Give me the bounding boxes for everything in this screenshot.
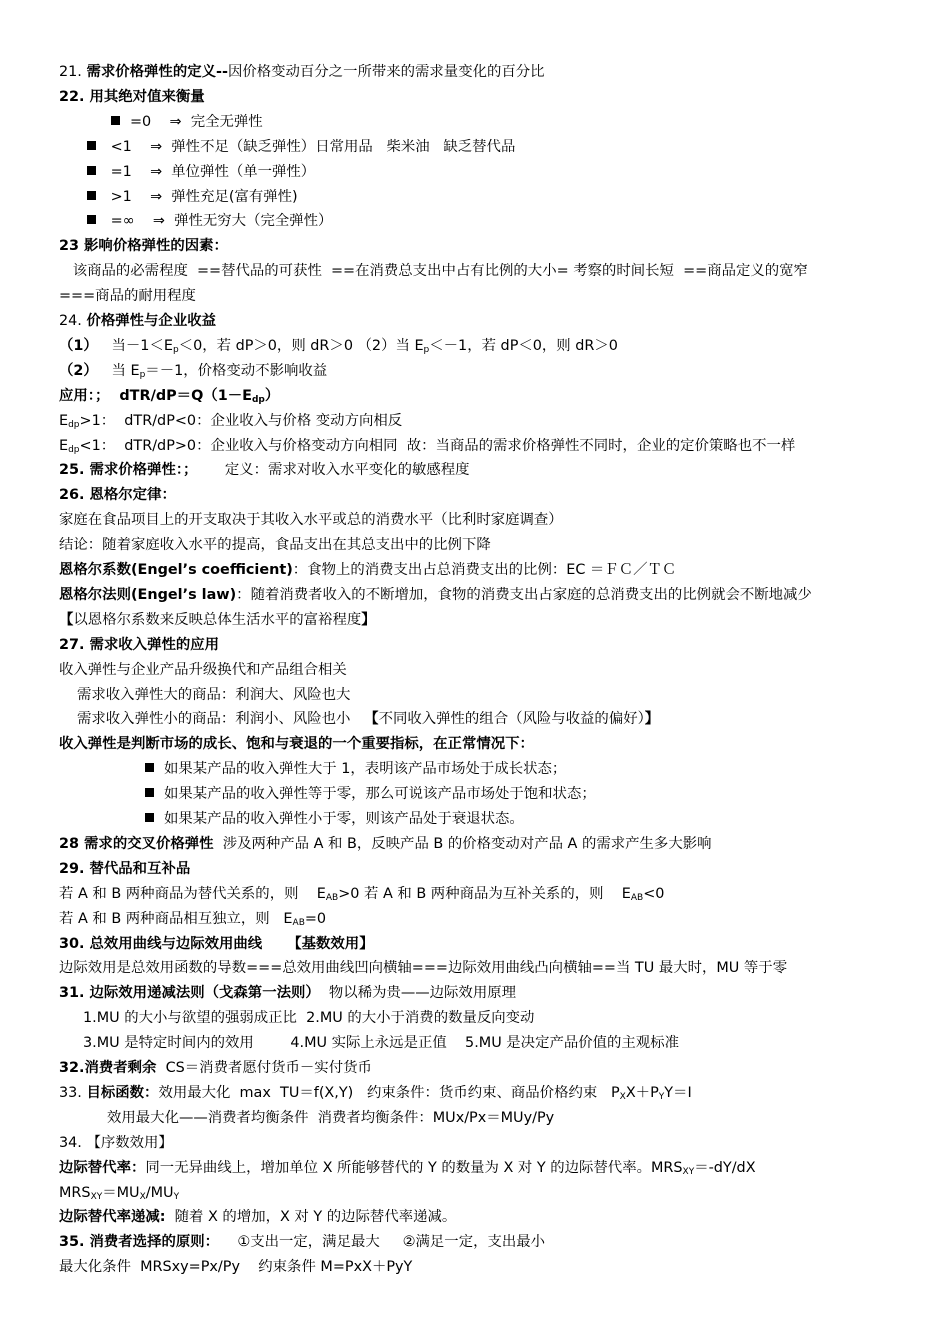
text-run: =0 (304, 910, 327, 927)
text-line (59, 87, 205, 109)
text-run: 【 (364, 711, 379, 728)
text-line (59, 983, 516, 1005)
text-run: 定义：需求对收入水平变化的敏感程度 (197, 462, 470, 479)
bullet-square-icon (87, 191, 96, 200)
text-run: ＝-dY/dX (694, 1159, 756, 1176)
text-line (87, 187, 298, 209)
text-run: （1） (59, 337, 98, 354)
text-line (59, 236, 228, 258)
text-run: 若 A 和 B 两种商品为替代关系的，则 E (59, 885, 326, 902)
bullet-square-icon (111, 116, 120, 125)
text-line (59, 1083, 692, 1105)
text-run: 需求收入弹性小的商品：利润小、风险也小 (77, 711, 365, 728)
text-run: 物以稀为贵——边际效用原理 (319, 985, 516, 1002)
subscript-text: AB (630, 892, 644, 903)
text-line (59, 884, 664, 906)
text-run: ＜－1，若 dP＜0，则 dR＞0 (429, 337, 618, 354)
text-line (107, 1108, 554, 1130)
text-run: 28 需求的交叉价格弹性 (59, 835, 214, 852)
text-line (59, 585, 812, 607)
bullet-square-icon (145, 763, 154, 772)
text-run: 该商品的必需程度 ==替代品的可获性 ==在消费总支出中占有比例的大小= 考察的时间长短 ==商品定义的宽窄 (59, 263, 808, 280)
text-run: =∞ ⇒ 弹性无穷大（完全弹性） (106, 213, 333, 230)
text-run: 21. (59, 64, 87, 80)
text-line (83, 1008, 534, 1030)
text-run: 需求价格弹性的定义-- (86, 64, 228, 80)
text-line (59, 1257, 412, 1279)
subscript-text: dp (251, 394, 265, 405)
text-line (59, 958, 787, 980)
text-run: 32.消费者剩余 (59, 1060, 157, 1076)
text-run: 边际效用是总效用函数的导数===总效用曲线凹向横轴===边际效用曲线凸向横轴==当 TU 最大时，MU 等于零 (59, 960, 788, 977)
text-run: 边际替代率递减: (59, 1209, 166, 1226)
bullet-square-icon (145, 813, 154, 822)
text-line (59, 436, 795, 458)
text-line (59, 535, 491, 557)
bullet-square-icon (145, 788, 154, 797)
bullet-square-icon (87, 141, 96, 150)
text-line (59, 286, 196, 308)
text-line (59, 560, 676, 582)
text-line (59, 261, 808, 283)
text-run: 效用最大化 max TU＝f(X,Y) 约束条件：货币约束、商品价格约束 P (158, 1084, 620, 1101)
text-run: ＝－1，价格变动不影响收益 (145, 362, 328, 379)
text-run: 家庭在食品项目上的开支取决于其收入水平或总的消费水平（比利时家庭调查） (59, 512, 563, 529)
text-run: 若 A 和 B 两种商品相互独立，则 E (59, 910, 293, 927)
subscript-text: Y (658, 1091, 665, 1102)
text-run: ） (264, 387, 280, 404)
text-run: 30. 总效用曲线与边际效用曲线 【基数效用】 (59, 935, 374, 952)
text-run: 最大化条件 MRSxy=Px/Py 约束条件 M=PxX＋PyY (59, 1259, 413, 1276)
text-run: 随着 X 的增加，X 对 Y 的边际替代率递减。 (165, 1209, 457, 1226)
text-line (59, 834, 712, 856)
text-run: <1： dTR/dP>0：企业收入与价格变动方向相同 故：当商品的需求价格弹性不同时，企业的定价策略也不一样 (79, 437, 796, 454)
text-line (59, 460, 470, 482)
subscript-text: XY (90, 1191, 103, 1202)
text-line (59, 934, 374, 956)
text-run: 27. 需求收入弹性的应用 (59, 636, 220, 653)
subscript-text: AB (325, 892, 339, 903)
subscript-text: p (423, 344, 430, 355)
text-run: 不同收入弹性的组合（风险与收益的偏好） (378, 711, 645, 728)
text-line (59, 1232, 545, 1254)
text-line (59, 635, 219, 657)
text-run: 同一无异曲线上，增加单位 X 所能够替代的 Y 的数量为 X 对 Y 的边际替代率。MRS (145, 1159, 683, 1176)
text-run: 应用：； dTR/dP＝Q（1－E (59, 387, 252, 404)
text-run: 效用最大化——消费者均衡条件 消费者均衡条件：MUx/Px＝MUy/Py (107, 1109, 555, 1126)
subscript-text: X (139, 1191, 146, 1202)
text-line (77, 685, 350, 707)
text-run: 1.MU 的大小与欲望的强弱成正比 2.MU 的大小于消费的数量反向变动 (83, 1010, 535, 1027)
text-line (145, 759, 566, 781)
text-run: >1： dTR/dP<0：企业收入与价格 变动方向相反 (79, 412, 403, 429)
text-line (59, 311, 216, 333)
text-run: 价格弹性与企业收益 (86, 313, 216, 329)
text-run: 31. 边际效用递减法则（戈森第一法则） (59, 985, 320, 1002)
text-run: Y＝I (664, 1084, 692, 1101)
text-run: ①支出一定，满足最大 ②满足一定，支出最小 (219, 1234, 546, 1251)
text-run: （2） (59, 362, 98, 379)
text-run: 25. 需求价格弹性：； (59, 462, 198, 479)
text-run: 】 (361, 611, 376, 628)
subscript-text: Y (173, 1191, 180, 1202)
bullet-square-icon (87, 215, 96, 224)
text-line (87, 137, 515, 159)
text-run: 23 影响价格弹性的因素： (59, 238, 228, 255)
text-line (145, 809, 524, 831)
text-run: >0 若 A 和 B 两种商品为互补关系的，则 E (338, 885, 631, 902)
text-run: 如果某产品的收入弹性等于零，那么可说该产品市场处于饱和状态； (164, 786, 596, 803)
text-line (59, 1133, 173, 1155)
text-run: 收入弹性是判断市场的成长、饱和与衰退的一个重要指标，在正常情况下： (59, 736, 534, 753)
text-line (87, 211, 332, 233)
text-run: 边际替代率： (59, 1159, 146, 1176)
text-line (59, 1207, 456, 1229)
text-line (59, 610, 376, 632)
text-line (59, 411, 402, 433)
text-run: 恩格尔法则(Engel’s law) (59, 586, 237, 603)
text-line (83, 1033, 679, 1055)
text-run: 34. 【序数效用】 (59, 1134, 173, 1151)
text-run: 33. (59, 1084, 87, 1101)
subscript-text: dp (68, 419, 80, 430)
text-line (145, 784, 596, 806)
text-run: 目标函数： (86, 1084, 159, 1101)
text-line (87, 162, 315, 184)
subscript-text: dp (68, 444, 80, 455)
text-run: ：食物上的消费支出占总消费支出的比例：EC ＝ＦＣ／ＴＣ (292, 562, 677, 578)
text-line (77, 709, 659, 731)
text-line (59, 660, 347, 682)
text-line (59, 1158, 756, 1180)
text-line (59, 1183, 179, 1205)
text-line (59, 361, 327, 383)
text-line (59, 62, 545, 84)
text-run: 涉及两种产品 A 和 B，反映产品 B 的价格变动对产品 A 的需求产生多大影响 (213, 835, 712, 852)
subscript-text: X (619, 1091, 626, 1102)
text-run: 如果某产品的收入弹性小于零，则该产品处于衰退状态。 (164, 811, 524, 827)
text-run: 需求收入弹性大的商品：利润大、风险也大 (77, 686, 351, 703)
text-run: E (59, 412, 69, 429)
subscript-text: AB (292, 917, 305, 928)
text-line (111, 112, 263, 134)
text-run: MRS (59, 1184, 91, 1201)
text-run: 29. 替代品和互补品 (59, 860, 191, 877)
text-run: ＝MU (102, 1184, 140, 1201)
text-line (59, 386, 279, 408)
text-run: 22. 用其绝对值来衡量 (59, 88, 205, 105)
text-run: /MU (145, 1184, 174, 1201)
text-run: 以恩格尔系数来反映总体生活水平的富裕程度 (73, 611, 362, 628)
text-run: <0 (643, 885, 665, 902)
text-run: =1 ⇒ 单位弹性（单一弹性） (106, 163, 316, 180)
text-line (59, 336, 618, 358)
text-run: >1 ⇒ 弹性充足(富有弹性) (106, 188, 298, 205)
text-run: 35. 消费者选择的原则： (59, 1234, 220, 1251)
text-run: CS＝消费者愿付货币－实付货币 (156, 1060, 372, 1076)
text-line (59, 485, 176, 507)
text-run: 当－1＜E (97, 337, 173, 354)
subscript-text: XY (682, 1166, 695, 1177)
text-run: X＋P (625, 1084, 659, 1101)
text-run: 当 E (97, 362, 140, 379)
text-run: 如果某产品的收入弹性大于 1，表明该产品市场处于成长状态； (164, 761, 567, 778)
text-run: 】 (644, 711, 660, 728)
text-run: 恩格尔系数(Engel’s coefficient) (59, 562, 293, 578)
text-run: ＜0，若 dP＞0，则 dR＞0 （2）当 E (178, 337, 424, 354)
text-line (59, 909, 326, 931)
text-run: 因价格变动百分之一所带来的需求量变化的百分比 (227, 64, 545, 80)
text-run: 结论：随着家庭收入水平的提高，食品支出在其总支出中的比例下降 (59, 537, 491, 554)
text-run: 【 (59, 611, 74, 628)
text-run: 24. (59, 313, 87, 329)
text-run: ：随着消费者收入的不断增加，食物的消费支出占家庭的总消费支出的比例就会不断地减少 (236, 586, 812, 603)
text-run: 收入弹性与企业产品升级换代和产品组合相关 (59, 661, 347, 678)
subscript-text: p (139, 369, 146, 380)
text-run: 3.MU 是特定时间内的效用 4.MU 实际上永远是正值 5.MU 是决定产品价值的主观标准 (83, 1035, 679, 1052)
text-run: ===商品的耐用程度 (59, 288, 196, 305)
text-run: <1 ⇒ 弹性不足（缺乏弹性）日常用品 柴米油 缺乏替代品 (106, 138, 516, 155)
text-line (59, 734, 534, 756)
text-line (59, 859, 190, 881)
text-run: 26. 恩格尔定律： (59, 487, 176, 504)
bullet-square-icon (87, 166, 96, 175)
text-line (59, 1058, 372, 1080)
text-line (59, 510, 563, 532)
subscript-text: p (172, 344, 179, 355)
text-run: =0 ⇒ 完全无弹性 (130, 113, 263, 130)
text-run: E (59, 437, 69, 454)
